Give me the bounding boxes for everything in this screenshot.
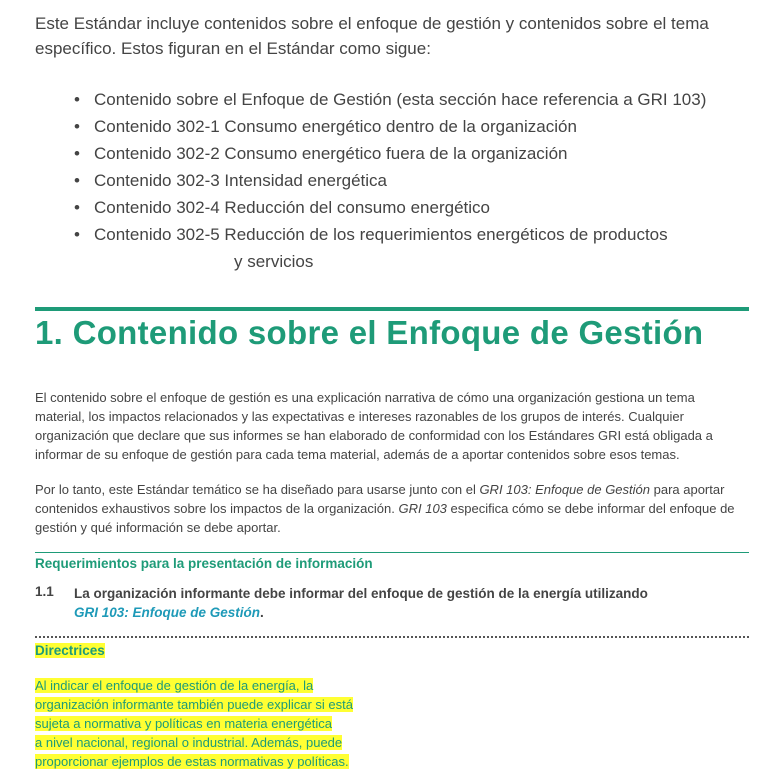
bullet-icon: •	[74, 117, 80, 136]
list-item: • Contenido 302-5 Reducción de los requerimientos energéticos de productos y servicios	[72, 221, 752, 275]
list-item: • Contenido sobre el Enfoque de Gestión (esta sección hace referencia a GRI 103)	[72, 86, 752, 113]
guidance-line: proporcionar ejemplos de estas normativas y políticas.	[35, 754, 349, 769]
list-item: • Contenido 302-1 Consumo energético dentro de la organización	[72, 113, 752, 140]
requirements-divider	[35, 552, 749, 553]
guidance-line: a nivel nacional, regional o industrial. Además, puede	[35, 735, 343, 750]
section-heading: 1. Contenido sobre el Enfoque de Gestión	[35, 314, 704, 351]
guidance-line: sujeta a normativa y políticas en materia energética	[35, 716, 332, 731]
list-item: • Contenido 302-3 Intensidad energética	[72, 167, 752, 194]
guidance-text	[35, 676, 395, 771]
list-item: • Contenido 302-2 Consumo energético fuera de la organización	[72, 140, 752, 167]
paragraph-2: Por lo tanto, este Estándar temático se ha diseñado para usarse junto con el GRI 103: Enfoque de Gestión para aportar contenidos exhaustivos sobre los impactos de la organización. GRI 103 especifica cómo se debe informar del enfoque de gestión y qué información se debe aportar.	[35, 482, 735, 535]
list-item: • Contenido 302-4 Reducción del consumo energético	[72, 194, 752, 221]
contents-list	[72, 86, 752, 275]
paragraph-1: El contenido sobre el enfoque de gestión es una explicación narrativa de cómo una organización gestiona un tema material, los impactos relacionados y las expectativas e intereses razonables de los grupos de interés. Cualquier organización que declare que sus informes se han elaborado de conformidad con los Estándares GRI está obligada a informar de su enfoque de gestión para cada tema material, además de a aportar contenidos sobre esos temas.	[35, 390, 713, 462]
guidance-line: Al indicar el enfoque de gestión de la energía, la	[35, 678, 314, 693]
requirements-title: Requerimientos para la presentación de información	[35, 556, 373, 571]
bullet-icon: •	[74, 144, 80, 163]
guidance-line: organización informante también puede explicar si está	[35, 697, 353, 712]
bullet-icon: •	[74, 171, 80, 190]
requirement-reference: GRI 103: Enfoque de Gestión	[74, 605, 261, 620]
intro-paragraph: Este Estándar incluye contenidos sobre el enfoque de gestión y contenidos sobre el tema específico. Estos figuran en el Estándar como sigue:	[35, 14, 709, 58]
requirement-number: 1.1	[35, 584, 54, 599]
reference-gri-103: GRI 103	[398, 501, 447, 516]
bullet-icon: •	[74, 198, 80, 217]
guidance-title: Directrices	[35, 643, 105, 658]
reference-gri-103-title: GRI 103: Enfoque de Gestión	[479, 482, 650, 497]
list-item-continuation: y servicios	[234, 252, 314, 271]
guidance-divider	[35, 636, 749, 638]
requirement-text: La organización informante debe informar del enfoque de gestión de la energía utilizando GRI 103: Enfoque de Gestión.	[74, 586, 648, 620]
section-divider	[35, 307, 749, 311]
bullet-icon: •	[74, 90, 80, 109]
bullet-icon: •	[74, 225, 80, 244]
